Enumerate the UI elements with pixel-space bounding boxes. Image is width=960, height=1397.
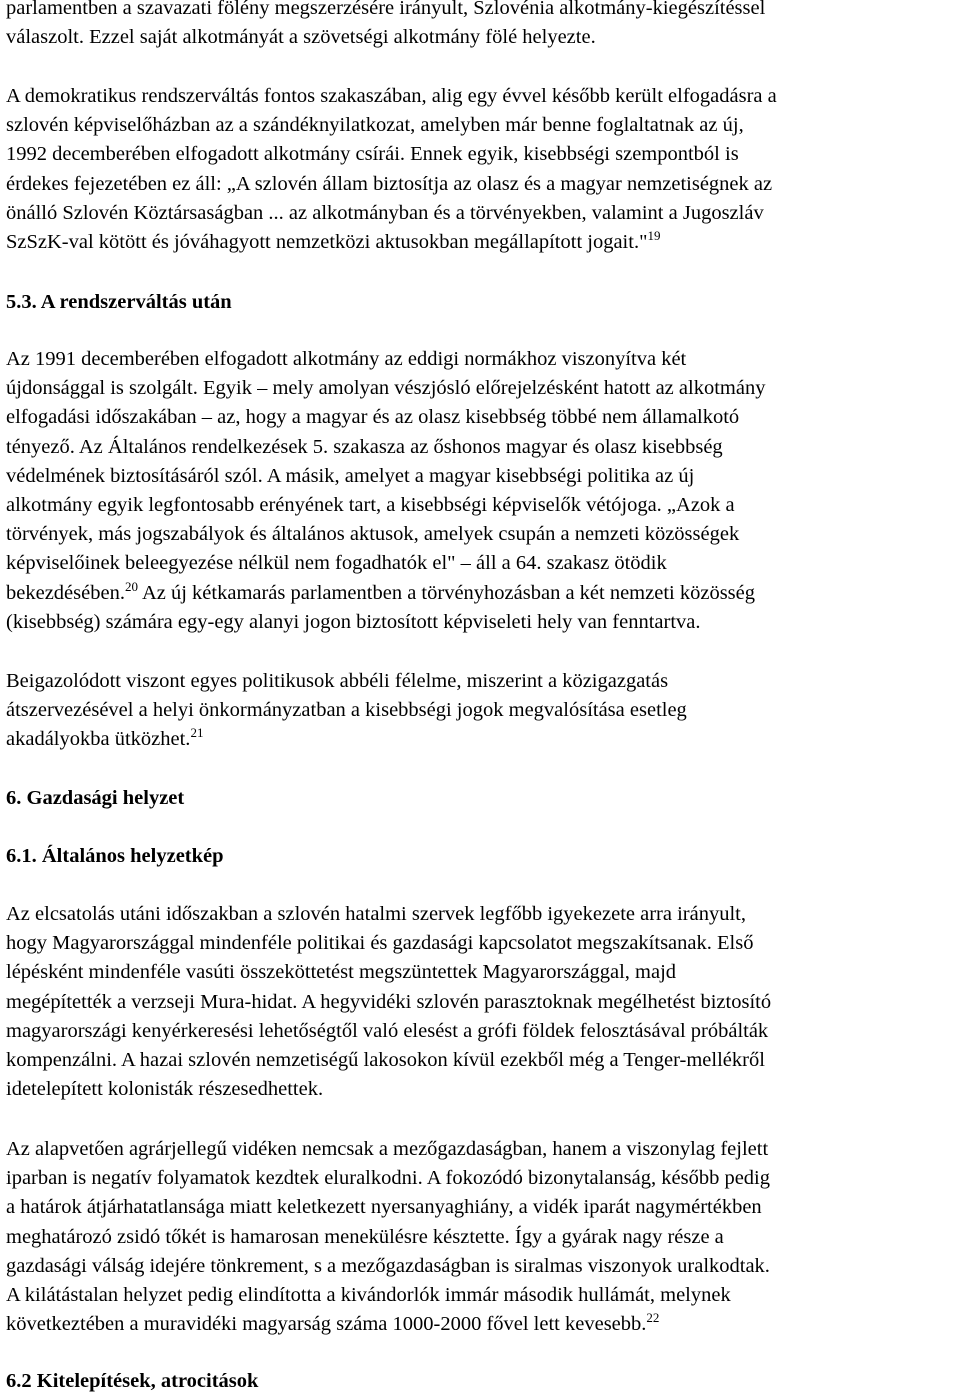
paragraph-parliament-majority	[6, 0, 765, 52]
text-line: átszervezésével a helyi önkormányzatban a kisebbségi jogok megvalósítása esetleg	[6, 699, 687, 722]
text-line: önálló Szlovén Köztársaságban ... az alkotmányban és a törvényekben, valamint a Jugoszláv	[6, 201, 764, 224]
paragraph-politicians-fear	[6, 667, 687, 755]
text-segment: SzSzK-val kötött és jóváhagyott nemzetközi aktusokban megállapított jogait."	[6, 230, 648, 253]
text-line: a határok átjárhatatlansága miatt keletkezett nyersanyaghiány, a vidék iparát nagymértékben	[6, 1196, 762, 1219]
text-line: idetelepített kolonisták részesedhettek.	[6, 1078, 324, 1101]
section-heading-6: 6. Gazdasági helyzet	[6, 787, 185, 809]
text-line-with-footnote	[6, 725, 687, 754]
footnote-marker: 21	[190, 725, 204, 741]
text-line: kompenzálni. A hazai szlovén nemzetiségű lakosokon kívül ezekből még a Tenger-mellékről	[6, 1048, 765, 1071]
text-line: magyarországi kenyérkeresési lehetőségtől való elesést a grófi földek felosztásával próbálták	[6, 1019, 769, 1042]
text-line-with-footnote	[6, 228, 777, 257]
text-line: megépítették a verzseji Mura-hidat. A hegyvidéki szlovén parasztoknak megélhetést biztosító	[6, 990, 772, 1013]
text-line: A demokratikus rendszerváltás fontos szakaszában, alig egy évvel később került elfogadásra a	[6, 85, 777, 107]
text-line: gazdasági válság idejére tönkrement, s a mezőgazdaságban is siralmas viszonyok uralkodtak.	[6, 1254, 770, 1277]
text-line: parlamentben a szavazati fölény megszerzésére irányult, Szlovénia alkotmány-kiegészítéssel	[6, 0, 766, 19]
text-line: érdekes fejezetében ez áll: „A szlovén állam biztosítja az olasz és a magyar nemzetiségnek az	[6, 172, 773, 195]
paragraph-constitution-1991	[6, 345, 765, 637]
text-segment: akadályokba ütközhet.	[6, 728, 191, 751]
text-line: tényező. Az Általános rendelkezések 5. szakasza az őshonos magyar és olasz kisebbség	[6, 435, 723, 458]
text-line: (kisebbség) számára egy-egy alanyi jogon biztosított képviseleti hely van fenntartva.	[6, 610, 701, 633]
text-line: Az 1991 decemberében elfogadott alkotmány az eddigi normákhoz viszonyítva két	[6, 348, 687, 370]
section-heading-6-2: 6.2 Kitelepítések, atrocitások	[6, 1370, 259, 1392]
text-line: védelmének biztosításáról szól. A másik, amelyet a magyar kisebbségi politika az új	[6, 464, 695, 487]
footnote-marker: 22	[646, 1310, 660, 1326]
footnote-marker: 20	[124, 578, 138, 594]
text-line: A kilátástalan helyzet pedig elindította a kivándorlók immár második hullámát, melynek	[6, 1283, 731, 1306]
text-line: meghatározó zsidó tőkét is hamarosan menekülésre késztette. Így a gyárak nagy része a	[6, 1225, 724, 1248]
text-line: hogy Magyarországgal mindenféle politikai és gazdasági kapcsolatot megszakítsanak. Első	[6, 932, 754, 955]
text-line-with-footnote	[6, 579, 765, 608]
text-line: alkotmány egyik legfontosabb erényének tart, a kisebbségi képviselők vétójoga. „Azok a	[6, 493, 735, 516]
text-line: Az alapvetően agrárjellegű vidéken nemcsak a mezőgazdaságban, hanem a viszonylag fejlett	[6, 1138, 769, 1160]
section-heading-5-3: 5.3. A rendszerváltás után	[6, 291, 232, 313]
text-line: újdonsággal is szolgált. Egyik – mely amolyan vészjósló előrejelzésként hatott az alkotmány	[6, 377, 766, 400]
text-line: válaszolt. Ezzel saját alkotmányát a szövetségi alkotmány fölé helyezte.	[6, 26, 596, 49]
text-line: Az elcsatolás utáni időszakban a szlovén hatalmi szervek legfőbb igyekezete arra irányult,	[6, 903, 746, 925]
text-line: Beigazolódott viszont egyes politikusok abbéli félelme, miszerint a közigazgatás	[6, 670, 669, 692]
text-line-with-footnote	[6, 1310, 770, 1339]
text-segment: Az új kétkamarás parlamentben a törvényhozásban a két nemzeti közösség	[137, 581, 755, 604]
text-line: lépésként mindenféle vasúti összeköttetést megszüntettek Magyarországgal, majd	[6, 961, 677, 984]
paragraph-democratic-transition	[6, 82, 777, 257]
text-line: képviselőinek beleegyezése nélkül nem fogadhatók el" – áll a 64. szakasz ötödik	[6, 552, 667, 575]
footnote-marker: 19	[647, 227, 661, 243]
paragraph-post-annexation	[6, 900, 771, 1104]
text-line: iparban is negatív folyamatok kezdtek eluralkodni. A fokozódó bizonytalanság, később pedig	[6, 1167, 770, 1190]
text-line: törvények, más jogszabályok és általános aktusok, amelyek csupán a nemzeti közösségek	[6, 523, 740, 546]
text-line: elfogadási időszakában – az, hogy a magyar és az olasz kisebbség többé nem államalkotó	[6, 406, 740, 429]
text-line: 1992 decemberében elfogadott alkotmány csírái. Ennek egyik, kisebbségi szempontból is	[6, 143, 739, 166]
section-heading-6-1: 6.1. Általános helyzetkép	[6, 845, 224, 867]
paragraph-agrarian-region	[6, 1135, 770, 1339]
text-line: szlovén képviselőházban az a szándéknyilatkozat, amelyben már benne foglaltatnak az új,	[6, 114, 744, 137]
text-segment: bekezdésében.	[6, 581, 125, 604]
text-segment: következtében a muravidéki magyarság száma 1000-2000 fővel lett kevesebb.	[6, 1313, 647, 1336]
